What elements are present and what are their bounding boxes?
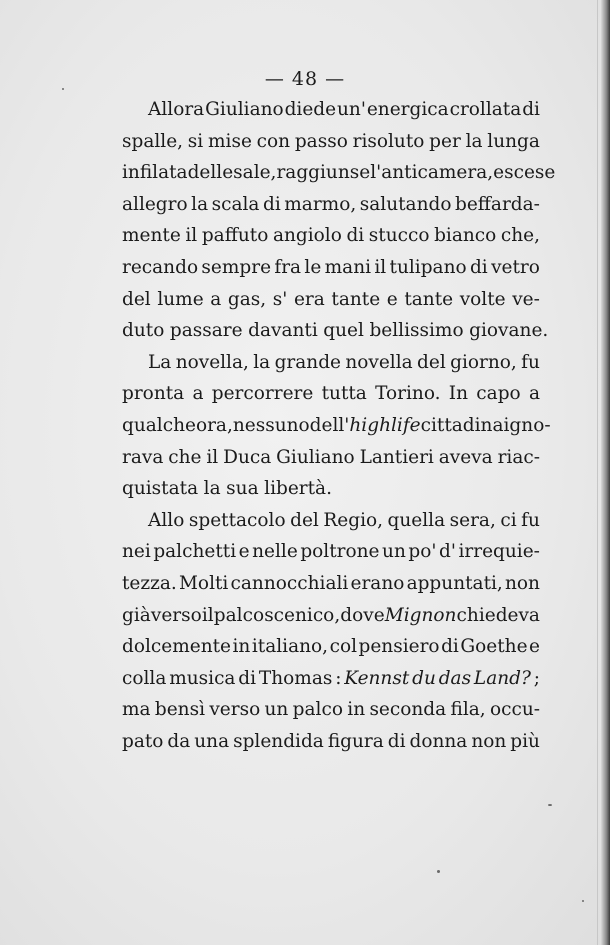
word: nei	[122, 541, 151, 563]
word: vetro	[491, 256, 540, 278]
word: raggiunse	[276, 162, 371, 184]
word: bellissimo	[369, 320, 464, 342]
word: scese	[504, 162, 556, 184]
word: palchetti	[153, 541, 237, 563]
word: palco	[213, 604, 265, 626]
word: Regio,	[323, 509, 384, 531]
word: scenico,	[264, 604, 341, 626]
word: fila,	[450, 699, 486, 721]
word: seconda	[369, 699, 447, 721]
word: mise	[207, 130, 252, 152]
word: igno-	[503, 414, 551, 436]
paper-speck	[62, 88, 64, 90]
word: che,	[500, 225, 540, 247]
word: tezza.	[122, 572, 177, 594]
word: po'	[408, 541, 437, 563]
paper-speck	[548, 804, 552, 806]
word: donna	[409, 730, 468, 752]
text-line	[122, 568, 540, 600]
word: crollata	[449, 99, 522, 120]
word: la	[191, 193, 209, 215]
word: risoluto	[352, 130, 425, 152]
word: già	[122, 604, 151, 626]
word: e	[493, 162, 505, 184]
word: da	[167, 730, 191, 752]
word: Goethe	[460, 636, 528, 658]
text-line	[122, 378, 540, 410]
word: La	[148, 351, 172, 373]
word: ma	[122, 699, 151, 721]
word: un'	[337, 99, 366, 120]
word: tante	[404, 288, 454, 310]
word: cannocchiali	[230, 572, 349, 594]
word: energica	[366, 99, 449, 120]
word: le	[304, 256, 322, 278]
word: di	[469, 256, 488, 278]
text-line	[122, 220, 540, 252]
word: stucco	[368, 225, 430, 247]
word: con	[256, 130, 291, 152]
word: dell'high	[309, 414, 391, 436]
word: novella	[345, 351, 413, 373]
word: paffuto	[201, 225, 269, 247]
word: a	[192, 383, 204, 405]
text-line	[122, 600, 540, 632]
word: qualche	[122, 414, 196, 436]
word: era	[293, 288, 325, 310]
text-line	[122, 663, 540, 695]
word: spalle,	[122, 130, 184, 152]
word: aveva	[438, 446, 493, 468]
word: tutta	[321, 383, 367, 405]
word: tante	[331, 288, 381, 310]
word: diede	[284, 99, 337, 120]
word: fra	[274, 256, 302, 278]
word: life	[390, 414, 421, 436]
word: :	[335, 667, 342, 689]
word: e	[529, 636, 540, 658]
word: di	[441, 636, 459, 658]
text-line	[122, 410, 551, 442]
text-line	[122, 631, 540, 663]
word: irrequie-	[458, 541, 540, 563]
word: Allo	[148, 509, 185, 531]
word: passo	[294, 130, 348, 152]
word: capo	[476, 383, 521, 405]
word: d'	[439, 541, 456, 563]
word: salutando	[359, 193, 452, 215]
text-line	[122, 726, 540, 758]
word: non	[471, 730, 507, 752]
page-edge-line	[597, 0, 598, 945]
word: Lantieri	[359, 446, 434, 468]
word: in	[347, 699, 366, 721]
word: di	[387, 730, 406, 752]
word: scala	[211, 193, 260, 215]
word: lume	[157, 288, 204, 310]
word: l'anticamera,	[370, 162, 494, 184]
word: In	[448, 383, 469, 405]
word: sempre	[201, 256, 272, 278]
text-line	[122, 505, 540, 537]
word: un	[264, 699, 289, 721]
word: di	[522, 99, 540, 120]
word: quistata	[122, 478, 199, 500]
word: delle	[187, 162, 234, 184]
word: la	[465, 130, 483, 152]
word: poltrone	[300, 541, 380, 563]
word: erano	[350, 572, 405, 594]
word: dolcemente	[122, 636, 231, 658]
word: di	[262, 193, 281, 215]
word: angiolo	[272, 225, 342, 247]
word: quel	[323, 320, 364, 342]
word: giorno,	[450, 351, 517, 373]
word: del	[290, 509, 319, 531]
paper-speck	[582, 900, 584, 902]
word: sera,	[449, 509, 496, 531]
word: dove	[340, 604, 385, 626]
word: a	[528, 383, 540, 405]
word: lunga	[487, 130, 540, 152]
word: tulipano	[389, 256, 467, 278]
word: verso	[150, 604, 202, 626]
word: e	[386, 288, 398, 310]
word: infilata	[122, 162, 188, 184]
word: la	[203, 478, 221, 500]
word: un	[382, 541, 406, 563]
word: rava	[122, 446, 164, 468]
word: splendida	[233, 730, 324, 752]
page-number: — 48 —	[264, 68, 346, 90]
word: Kennst	[344, 667, 410, 689]
word: italiano,	[251, 636, 329, 658]
word: la	[253, 351, 271, 373]
word: ;	[533, 667, 540, 689]
word: del	[122, 288, 151, 310]
word: chiedeva	[456, 604, 540, 626]
word: sale,	[233, 162, 277, 184]
text-line	[122, 94, 540, 126]
word: recando	[122, 256, 199, 278]
word: verso	[209, 699, 261, 721]
word: musica	[169, 667, 236, 689]
word: das	[438, 667, 472, 689]
word: a	[210, 288, 222, 310]
word: si	[187, 130, 204, 152]
word: spettacolo	[188, 509, 286, 531]
word: di	[346, 225, 365, 247]
text-line	[122, 252, 540, 284]
word: il	[185, 225, 198, 247]
word: fu	[521, 351, 540, 373]
word: Land?	[473, 667, 531, 689]
word: passare	[169, 320, 243, 342]
word: percorrere	[211, 383, 314, 405]
word: cittadina	[420, 414, 504, 436]
word: di	[238, 667, 257, 689]
text-line	[122, 536, 540, 568]
word: ci	[500, 509, 517, 531]
word: più	[510, 730, 540, 752]
word: mente	[122, 225, 181, 247]
word: du	[412, 667, 436, 689]
word: in	[232, 636, 251, 658]
word: nessuno	[232, 414, 310, 436]
word: appuntati,	[406, 572, 503, 594]
word: giovane.	[469, 320, 549, 342]
word: che	[168, 446, 202, 468]
text-line	[122, 157, 556, 189]
word: bianco	[434, 225, 497, 247]
text-line	[122, 473, 540, 505]
word: nelle	[252, 541, 298, 563]
word: Torino.	[375, 383, 441, 405]
text-line	[122, 315, 549, 347]
word: il	[206, 446, 219, 468]
word: bensì	[154, 699, 206, 721]
paper-speck	[437, 870, 440, 873]
word: Duca	[223, 446, 272, 468]
text-line	[122, 442, 540, 474]
word: del	[417, 351, 446, 373]
word: Mignon	[384, 604, 457, 626]
word: allegro	[122, 193, 188, 215]
word: beffarda-	[455, 193, 540, 215]
word: davanti	[248, 320, 318, 342]
word: novella,	[175, 351, 249, 373]
word: Allora	[148, 99, 205, 120]
word: ve-	[512, 288, 540, 310]
word: pato	[122, 730, 164, 752]
word: riac-	[497, 446, 540, 468]
text-line	[122, 126, 540, 158]
word: per	[429, 130, 461, 152]
word: occu-	[489, 699, 540, 721]
word: grande	[274, 351, 341, 373]
word: Giuliano	[205, 99, 284, 120]
word: ora,	[195, 414, 233, 436]
text-line	[122, 347, 540, 379]
text-line	[122, 284, 540, 316]
word: s'	[272, 288, 288, 310]
word: col	[329, 636, 357, 658]
word: pensiero	[358, 636, 440, 658]
text-line	[122, 189, 540, 221]
word: una	[194, 730, 230, 752]
text-line	[122, 694, 540, 726]
word: quella	[387, 509, 446, 531]
word: fu	[521, 509, 540, 531]
word: Thomas	[258, 667, 333, 689]
word: mani	[324, 256, 372, 278]
body-text	[122, 94, 556, 757]
word: duto	[122, 320, 165, 342]
word: figura	[327, 730, 384, 752]
page-edge-shadow	[601, 0, 610, 945]
word: il	[201, 604, 214, 626]
word: non	[505, 572, 540, 594]
word: marmo,	[284, 193, 357, 215]
word: pronta	[122, 383, 185, 405]
word: gas,	[227, 288, 267, 310]
word: sua	[226, 478, 259, 500]
word: palco	[292, 699, 343, 721]
word: e	[238, 541, 250, 563]
word: libertà.	[264, 478, 332, 500]
word: volte	[459, 288, 506, 310]
word: Molti	[178, 572, 229, 594]
word: Giuliano	[276, 446, 355, 468]
word: colla	[122, 667, 167, 689]
word: il	[374, 256, 387, 278]
